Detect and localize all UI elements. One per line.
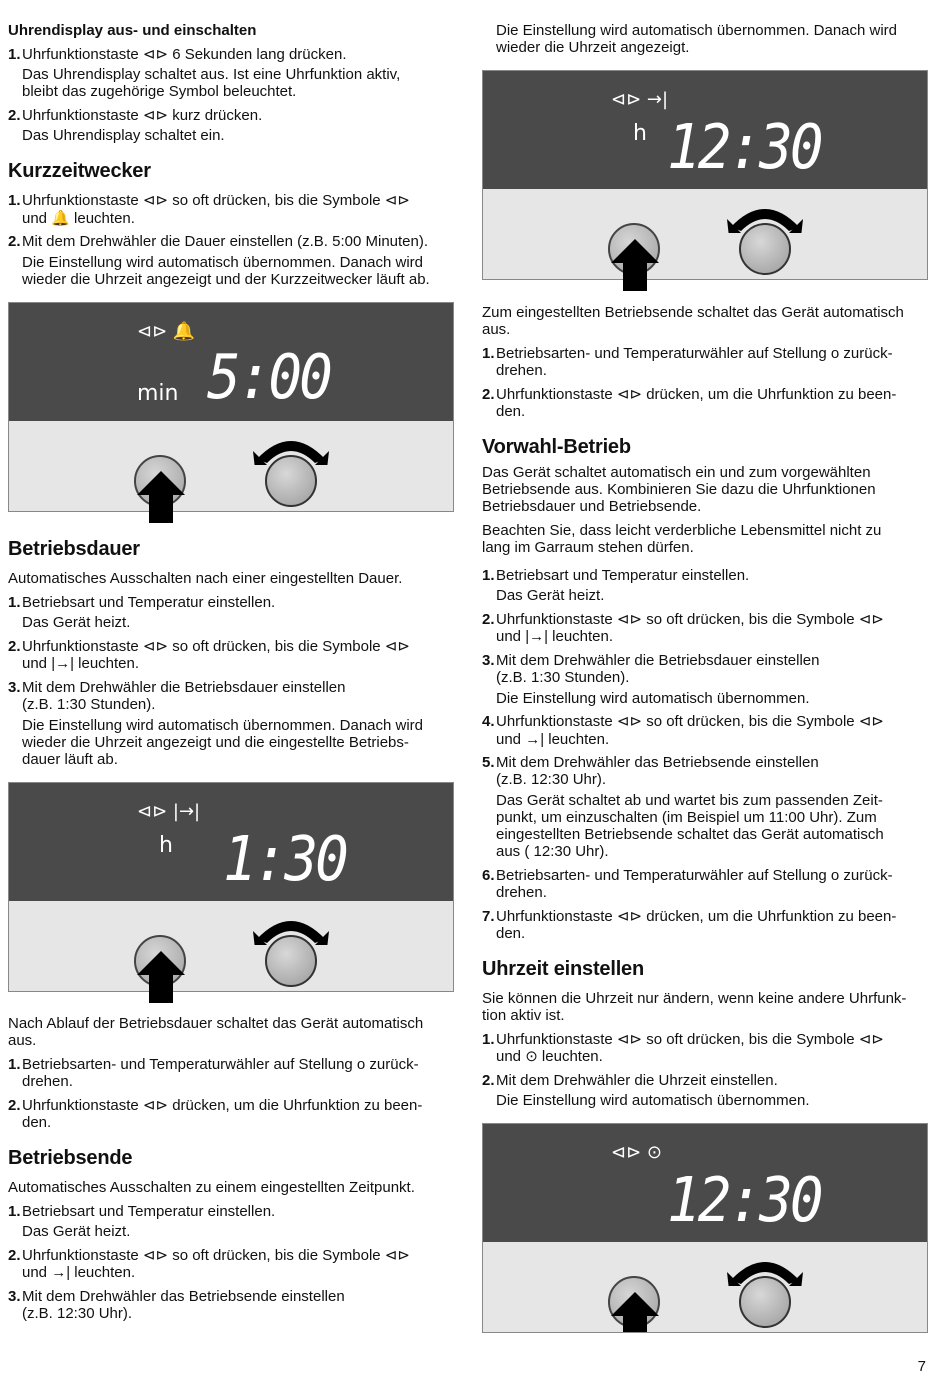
step-text: und |→| leuchten. bbox=[496, 628, 614, 645]
step-text: bleibt das zugehörige Symbol beleuchtet. bbox=[22, 83, 297, 100]
step: 6.Betriebsarten- und Temperaturwähler auf Stellung o zurück- bbox=[482, 867, 893, 884]
paragraph: lang im Garraum stehen dürfen. bbox=[482, 539, 694, 556]
step-text: den. bbox=[496, 925, 526, 942]
step-text: (z.B. 1:30 Stunden). bbox=[496, 669, 630, 686]
rotate-arrow-icon bbox=[253, 429, 329, 465]
paragraph: Beachten Sie, dass leicht verderbliche Lebensmittel nicht zu bbox=[482, 522, 882, 539]
heading-betriebsende: Betriebsende bbox=[8, 1147, 133, 1169]
press-arrow-icon bbox=[611, 1292, 659, 1332]
paragraph: Zum eingestellten Betriebsende schaltet das Gerät automatisch bbox=[482, 304, 904, 321]
step: 3.Mit dem Drehwähler die Betriebsdauer einstellen bbox=[482, 652, 820, 669]
step-text: Das Uhrendisplay schaltet aus. Ist eine Uhrfunktion aktiv, bbox=[22, 66, 401, 83]
paragraph: Sie können die Uhrzeit nur ändern, wenn keine andere Uhrfunk- bbox=[482, 990, 907, 1007]
step: 3.Mit dem Drehwähler die Betriebsdauer einstellen bbox=[8, 679, 346, 696]
paragraph: Nach Ablauf der Betriebsdauer schaltet das Gerät automatisch bbox=[8, 1015, 424, 1032]
rotate-arrow-icon bbox=[253, 909, 329, 945]
step-text: Das Gerät heizt. bbox=[22, 614, 131, 631]
press-arrow-icon bbox=[137, 471, 185, 523]
step-text: den. bbox=[22, 1114, 52, 1131]
display-digits: 1:30 bbox=[223, 823, 346, 896]
step: 7.Uhrfunktionstaste ⊲⊳ drücken, um die Uhrfunktion zu been- bbox=[482, 908, 897, 925]
step: 2.Mit dem Drehwähler die Dauer einstellen (z.B. 5:00 Minuten). bbox=[8, 233, 429, 250]
step: 2.Uhrfunktionstaste ⊲⊳ so oft drücken, bis die Symbole ⊲⊳ bbox=[482, 611, 884, 628]
display-unit: min bbox=[137, 381, 179, 406]
step: 3.Mit dem Drehwähler das Betriebsende einstellen bbox=[8, 1288, 345, 1305]
step-text: (z.B. 12:30 Uhr). bbox=[496, 771, 607, 788]
display-symbols: ⊲⊳ →| bbox=[611, 89, 669, 110]
step-text: Das Gerät schaltet ab und wartet bis zum passenden Zeit- bbox=[496, 792, 883, 809]
step-text: punkt, um einzuschalten (im Beispiel um 11:00 Uhr). Zum bbox=[496, 809, 877, 826]
paragraph: Betriebsende aus. Kombinieren Sie dazu die Uhrfunktionen bbox=[482, 481, 876, 498]
step-text: Die Einstellung wird automatisch übernommen. bbox=[496, 690, 810, 707]
paragraph: aus. bbox=[8, 1032, 37, 1049]
step-text: und |→| leuchten. bbox=[22, 655, 140, 672]
step-text: drehen. bbox=[22, 1073, 73, 1090]
page-number: 7 bbox=[917, 1358, 926, 1375]
step: 1.Uhrfunktionstaste ⊲⊳ so oft drücken, bis die Symbole ⊲⊳ bbox=[482, 1031, 884, 1048]
paragraph: Die Einstellung wird automatisch übernommen. Danach wird bbox=[496, 22, 898, 39]
heading-uhrzeit-einstellen: Uhrzeit einstellen bbox=[482, 958, 644, 980]
heading-vorwahl: Vorwahl-Betrieb bbox=[482, 436, 631, 458]
step-text: Das Gerät heizt. bbox=[496, 587, 605, 604]
step: 2.Uhrfunktionstaste ⊲⊳ drücken, um die Uhrfunktion zu been- bbox=[482, 386, 897, 403]
heading-kurzzeitwecker: Kurzzeitwecker bbox=[8, 160, 151, 182]
step: 1.Betriebsart und Temperatur einstellen. bbox=[8, 1203, 276, 1220]
step-text: drehen. bbox=[496, 362, 547, 379]
step: 1.Betriebsart und Temperatur einstellen. bbox=[482, 567, 750, 584]
step-text: dauer läuft ab. bbox=[22, 751, 118, 768]
display-digits: 5:00 bbox=[207, 341, 330, 414]
display-digits: 12:30 bbox=[667, 111, 821, 184]
step: 2.Mit dem Drehwähler die Uhrzeit einstellen. bbox=[482, 1072, 778, 1089]
paragraph: Automatisches Ausschalten nach einer eingestellten Dauer. bbox=[8, 570, 403, 587]
step: 2.Uhrfunktionstaste ⊲⊳ so oft drücken, bis die Symbole ⊲⊳ bbox=[8, 638, 410, 655]
step: 1.Betriebsarten- und Temperaturwähler auf Stellung o zurück- bbox=[8, 1056, 419, 1073]
paragraph: Betriebsdauer und Betriebsende. bbox=[482, 498, 702, 515]
rotate-arrow-icon bbox=[727, 197, 803, 233]
heading-betriebsdauer: Betriebsdauer bbox=[8, 538, 140, 560]
display-symbols: ⊲⊳ ⊙ bbox=[611, 1142, 662, 1163]
paragraph: tion aktiv ist. bbox=[482, 1007, 565, 1024]
display-panel-kurzzeit bbox=[8, 302, 454, 512]
display-unit: h bbox=[159, 833, 173, 858]
step-text: und ⊙ leuchten. bbox=[496, 1048, 603, 1065]
step: 1.Uhrfunktionstaste ⊲⊳ so oft drücken, bis die Symbole ⊲⊳ bbox=[8, 192, 410, 209]
paragraph: Automatisches Ausschalten zu einem eingestellten Zeitpunkt. bbox=[8, 1179, 415, 1196]
step-text: und 🔔 leuchten. bbox=[22, 210, 135, 227]
step-text: Die Einstellung wird automatisch übernommen. bbox=[496, 1092, 810, 1109]
step-text: Die Einstellung wird automatisch übernommen. Danach wird bbox=[22, 254, 424, 271]
paragraph: wieder die Uhrzeit angezeigt. bbox=[496, 39, 690, 56]
step-text: eingestellten Betriebsende schaltet das Gerät automatisch bbox=[496, 826, 884, 843]
step-text: und →| leuchten. bbox=[496, 731, 610, 748]
step-text: und →| leuchten. bbox=[22, 1264, 136, 1281]
display-digits: 12:30 bbox=[667, 1164, 821, 1237]
rotate-arrow-icon bbox=[727, 1250, 803, 1286]
step: 2.Uhrfunktionstaste ⊲⊳ kurz drücken. bbox=[8, 107, 263, 124]
display-symbols: ⊲⊳ |→| bbox=[137, 801, 201, 822]
display-panel-betriebsdauer bbox=[8, 782, 454, 992]
step: 1.Betriebsart und Temperatur einstellen. bbox=[8, 594, 276, 611]
display-symbols: ⊲⊳ 🔔 bbox=[137, 321, 196, 342]
display-panel-betriebsende bbox=[482, 70, 928, 280]
paragraph: Das Gerät schaltet automatisch ein und zum vorgewählten bbox=[482, 464, 871, 481]
step: 1.Betriebsarten- und Temperaturwähler auf Stellung o zurück- bbox=[482, 345, 893, 362]
step: 5.Mit dem Drehwähler das Betriebsende einstellen bbox=[482, 754, 819, 771]
step-text: aus ( 12:30 Uhr). bbox=[496, 843, 609, 860]
step-text: den. bbox=[496, 403, 526, 420]
step-text: wieder die Uhrzeit angezeigt und der Kurzzeitwecker läuft ab. bbox=[22, 271, 430, 288]
step: 1.Uhrfunktionstaste ⊲⊳ 6 Sekunden lang drücken. bbox=[8, 46, 347, 63]
step-text: Das Gerät heizt. bbox=[22, 1223, 131, 1240]
step-text: Das Uhrendisplay schaltet ein. bbox=[22, 127, 225, 144]
step-text: wieder die Uhrzeit angezeigt und die eingestellte Betriebs- bbox=[22, 734, 409, 751]
step: 2.Uhrfunktionstaste ⊲⊳ drücken, um die Uhrfunktion zu been- bbox=[8, 1097, 423, 1114]
heading-uhrendisplay: Uhrendisplay aus- und einschalten bbox=[8, 22, 257, 39]
step-text: (z.B. 1:30 Stunden). bbox=[22, 696, 156, 713]
display-panel-uhrzeit bbox=[482, 1123, 928, 1333]
step-text: Die Einstellung wird automatisch übernommen. Danach wird bbox=[22, 717, 424, 734]
display-unit: h bbox=[633, 121, 647, 146]
step-text: (z.B. 12:30 Uhr). bbox=[22, 1305, 133, 1322]
press-arrow-icon bbox=[611, 239, 659, 291]
press-arrow-icon bbox=[137, 951, 185, 1003]
paragraph: aus. bbox=[482, 321, 511, 338]
step-text: drehen. bbox=[496, 884, 547, 901]
step: 4.Uhrfunktionstaste ⊲⊳ so oft drücken, bis die Symbole ⊲⊳ bbox=[482, 713, 884, 730]
step: 2.Uhrfunktionstaste ⊲⊳ so oft drücken, bis die Symbole ⊲⊳ bbox=[8, 1247, 410, 1264]
